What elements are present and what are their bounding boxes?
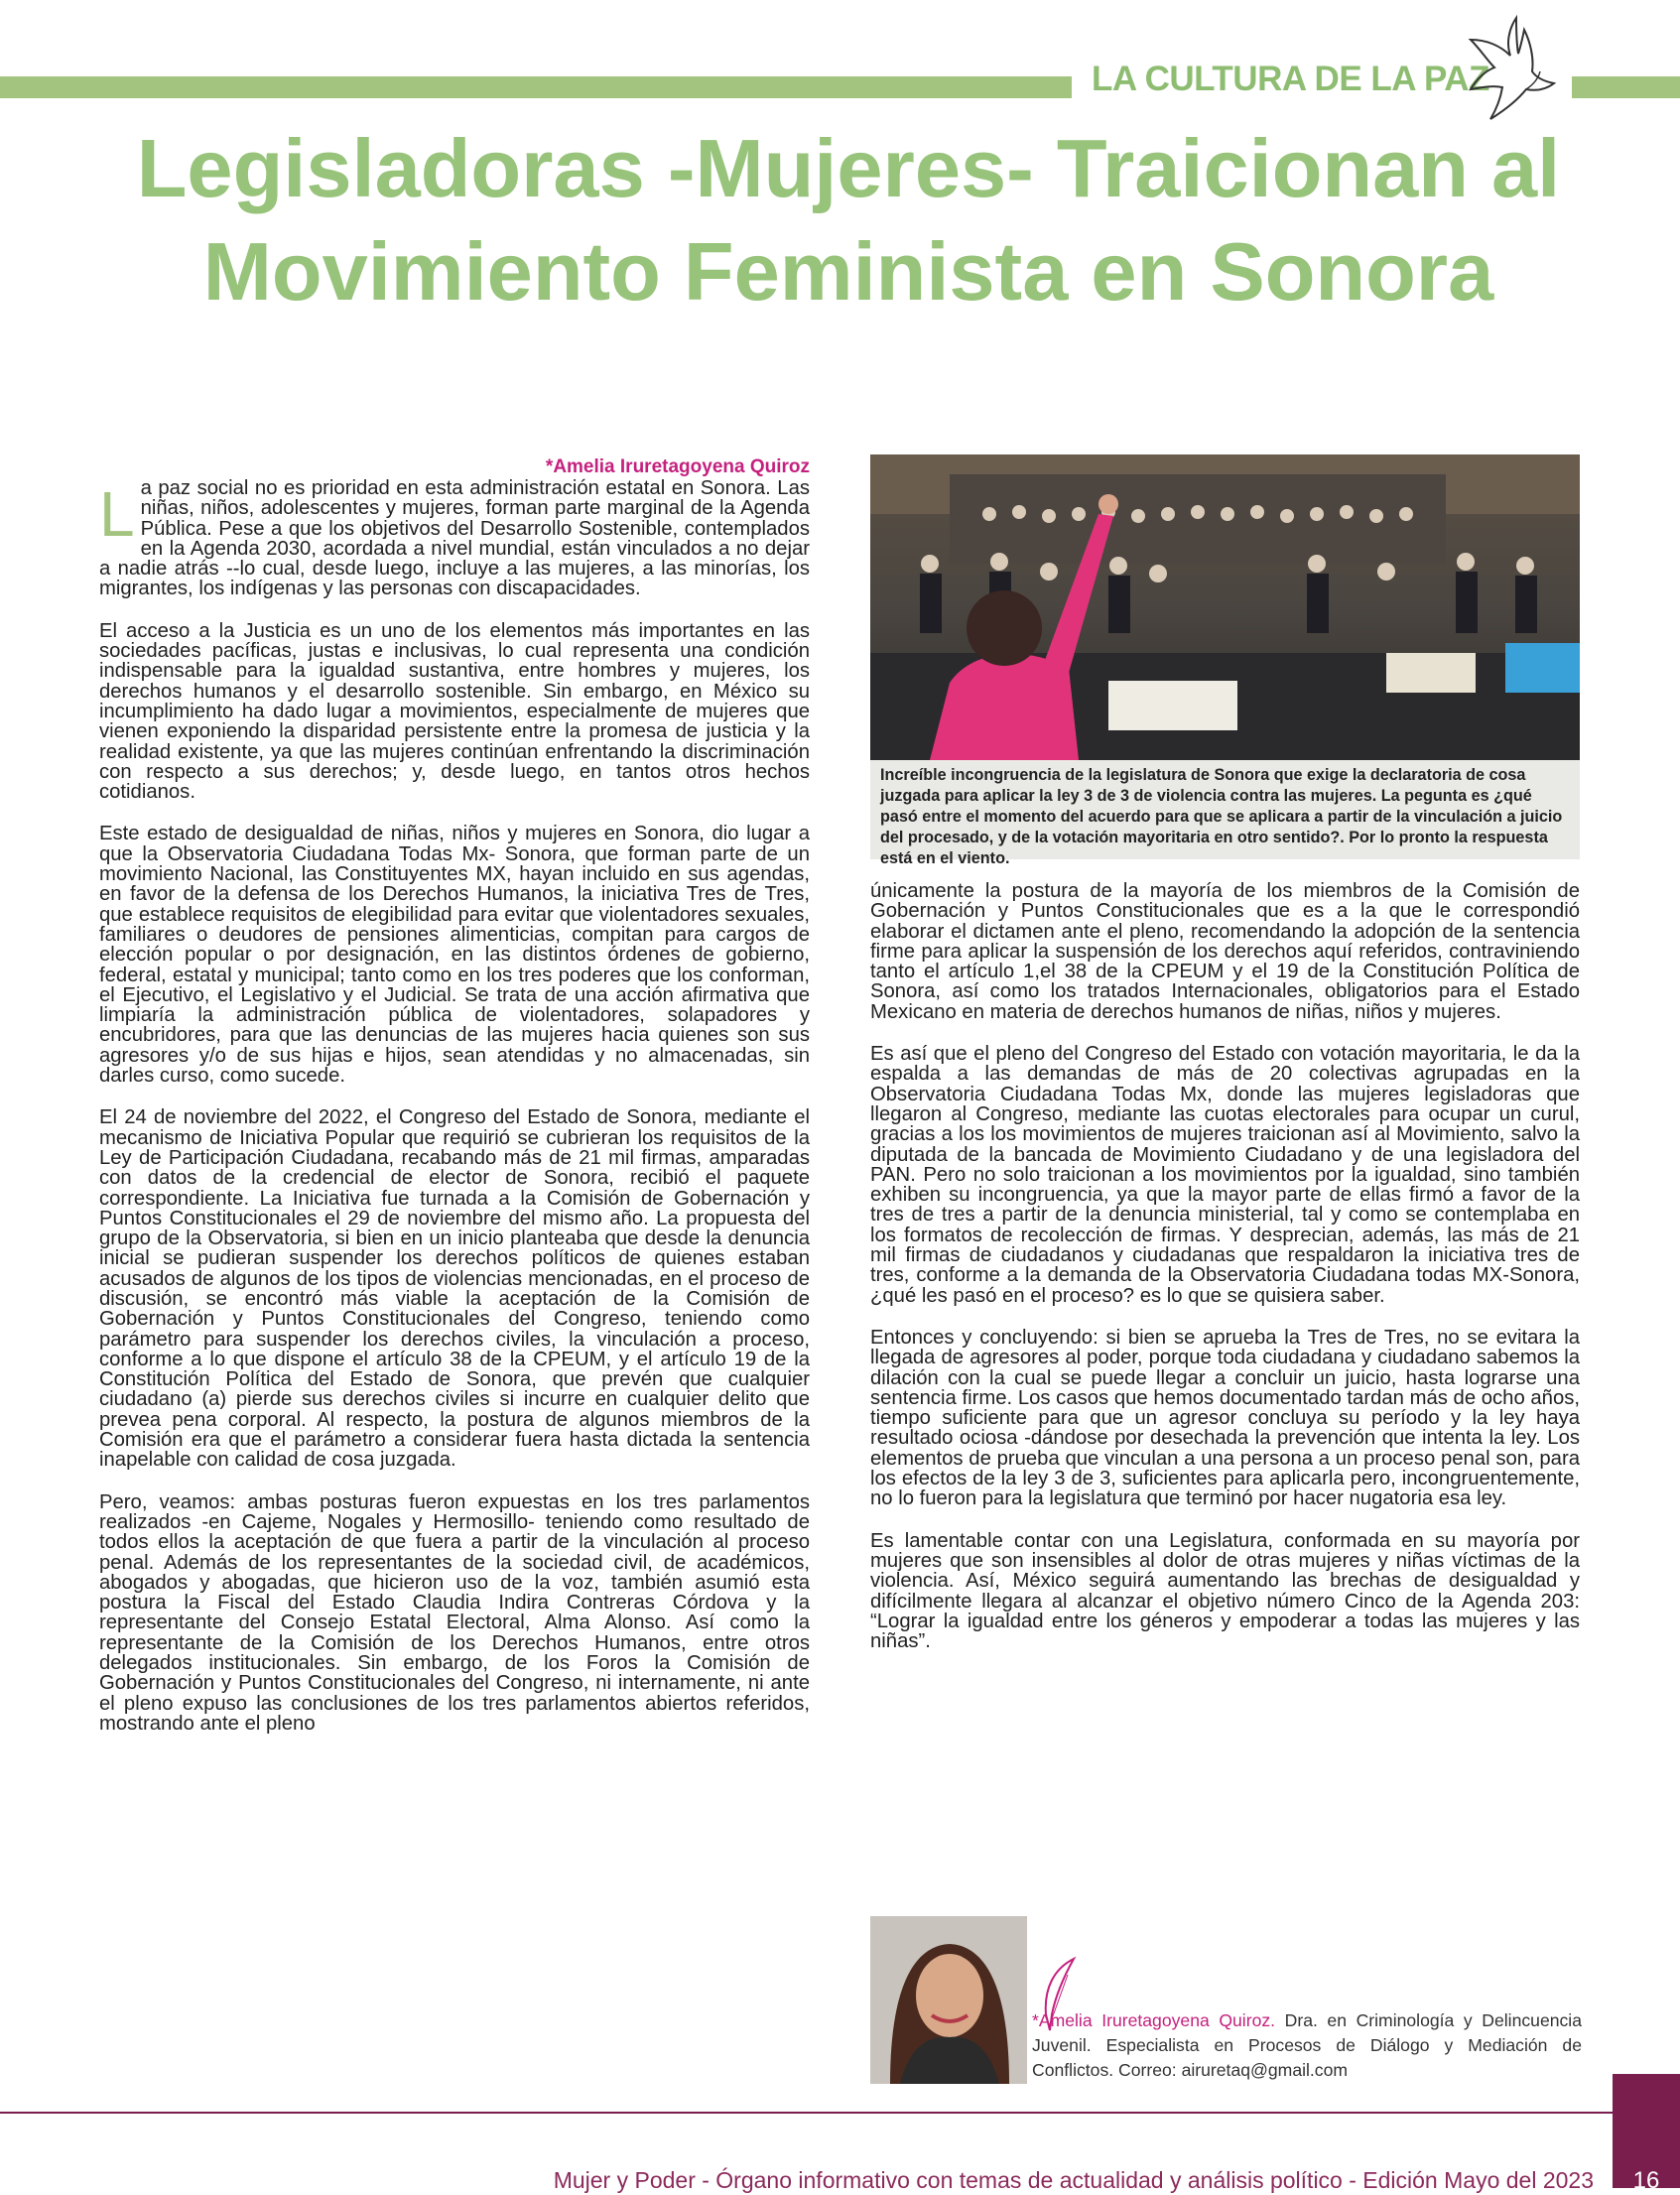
left-column [99,478,810,1755]
paragraph-9: Es lamentable contar con una Legislatura, conformada en su mayoría por mujeres que son insensibles al dolor de otras mujeres y niñas víctimas de la violencia. Así, México seguirá aumentando las brechas de desigualdad y difícilmente llegara al alcanzar el objetivo número Cinco de la Agenda 203: “Lograr la igualdad entre los géneros y empoderar a todas las mujeres y las niñas”. [870,1529,1580,1653]
paragraph-8: Entonces y concluyendo: si bien se aprueba la Tres de Tres, no se evitara la llegada de agresores al poder, porque toda ciudadana y ciudadano sabemos la dilación con la cual se puede llegar a concluir un juicio, hasta lograrse una sentencia firme. Los casos que hemos documentado tardan más de ocho años, tiempo suficiente para que un agresor concluya su período y la ley haya resultado ociosa -dándose por desechada la prevención que intenta la ley. Los elementos de prueba que vinculan a una persona a un proceso penal son, para los efectos de la ley 3 de 3, suficientes para aplicarla pero, incongruentemente, no lo fueron para la legislatura que terminó por hacer nugatoria esa ley. [870,1326,1580,1510]
paragraph-4: El 24 de noviembre del 2022, el Congreso del Estado de Sonora, mediante el mecanismo de Iniciativa Popular que requirió se cubrieran los requisitos de la Ley de Participación Ciudadana, recabando más de 21 mil firmas, amparadas con datos de la credencial de elector de Sonora, recibió el paquete correspondiente. La Iniciativa fue turnada a la Comisión de Gobernación y Puntos Constitucionales el 29 de noviembre del mismo año. La propuesta del grupo de la Observatoria, si bien en un inicio planteaba que desde la denuncia inicial se pudieran suspender los derechos políticos de quienes estaban acusados de algunos de los tipos de violencias mencionadas, en el proceso de discusión, se encontró más viable la aceptación de la Comisión de Gobernación y Puntos Constitucionales del Congreso, teniendo como parámetro para suspender los derechos civiles, la vinculación a proceso, conforme a lo que dispone el artículo 38 de la CPEUM, y el artículo 19 de la Constitución Política del Estado de Sonora, que prevén que cualquier ciudadano (a) pierde sus derechos civiles si incurre en cualquier delito que prevea pena corporal. Al respecto, la postura de algunos miembros de la Comisión era que el parámetro a considerar fuera hasta dictada la sentencia inapelable con calidad de cosa juzgada. [99,1106,810,1472]
paragraph-3: Este estado de desigualdad de niñas, niños y mujeres en Sonora, dio lugar a que la Observatoria Ciudadana Todas Mx- Sonora, que forman parte de un movimiento Nacional, las Constituyentes MX, hayan incluido en sus agendas, en favor de la defensa de los Derechos Humanos, la iniciativa Tres de Tres, que establece requisitos de elegibilidad para evitar que violentadores sexuales, familiares o deudores de pensiones alimenticias, compitan para cargos de elección popular o por designación, en las distintos órdenes de gobierno, federal, estatal y municipal; tanto como en los tres poderes que los conforman, el Ejecutivo, el Legislativo y el Judicial. Se trata de una acción afirmativa que limpiaría la administración pública de violentadores, solapadores y encubridores, para que las denuncias de las mujeres hacia quienes son sus agresores y/o de sus hijas e hijos, sean atendidas y no almacenadas, sin darles curso, como sucede. [99,823,810,1088]
paragraph-7: Es así que el pleno del Congreso del Estado con votación mayoritaria, le da la espalda a las demandas de más de 20 colectivas agrupadas en la Observatoria Ciudadana Todas Mx, donde las mujeres legisladoras que llegaron al Congreso, mediante las cuotas electorales para ocupar un curul, gracias a los los movimientos de mujeres traicionan así al Movimiento, salvo la diputada de la bancada de Movimiento Ciudadano y de una legisladora del PAN. Pero no solo traicionan a los movimientos por la igualdad, sino también exhiben su incongruencia, ya que la mayor parte de ellas firmó a favor de la tres de tres a partir de la denuncia ministerial, tal y como se contemplaba en los formatos de recolección de firmas. Y desprecian, además, las más de 21 mil firmas de ciudadanos y ciudadanas que respaldaron la iniciativa tres de tres, conforme a la demanda de la Observatoria Ciudadana todas MX-Sonora, ¿qué les pasó en el proceso? es lo que se quisiera saber. [870,1043,1580,1307]
author-photo [870,1916,1027,2084]
footer-rule [0,2112,1613,2114]
header-rule-left [0,76,1072,98]
paragraph-2: El acceso a la Justicia es un uno de los elementos más importantes en las sociedades pacíficas, justas e inclusivas, lo cual representa una condición indispensable para la igualdad sustantiva, entre hombres y mujeres, los derechos humanos y el desarrollo sostenible. Sin embargo, en México su incumplimiento ha dado lugar a movimientos, especialmente de mujeres que vienen exponiendo la disparidad persistente entre la promesa de justicia y la realidad existente, ya que las mujeres continúan enfrentando la discriminación con respecto a sus derechos; y, desde luego, en tantos otros hechos cotidianos. [99,619,810,804]
section-label: LA CULTURA DE LA PAZ [1092,60,1489,98]
byline: *Amelia Iruretagoyena Quiroz [545,456,810,477]
header-rule-right [1572,76,1680,98]
photo-caption: Increíble incongruencia de la legislatura de Sonora que exige la declaratoria de cosa juzgada para aplicar la ley 3 de 3 de violencia contra las mujeres. La pegunta es ¿qué pasó entre el momento del acuerdo para que se aplicara a partir de la vinculación a juicio del procesado, y de la votación mayoritaria en otro sentido?. Por lo pronto la respuesta está en el viento. [870,760,1580,859]
paragraph-1: La paz social no es prioridad en esta administración estatal en Sonora. Las niñas, niños, adolescentes y mujeres, forman parte marginal de la Agenda Pública. Pese a que los objetivos del Desarrollo Sostenible, contemplados en la Agenda 2030, acordada a nivel mundial, están vinculados a no dejar a nadie atrás --lo cual, desde luego, incluye a las mujeres, a las minorías, los migrantes, los indígenas y las personas con discapacidades. [99,477,810,600]
article-title: Legisladoras -Mujeres- Traicionan al Movimiento Feminista en Sonora [136,122,1561,318]
footer-text: Mujer y Poder - Órgano informativo con temas de actualidad y análisis político - Edición Mayo del 2023 [553,2167,1594,2193]
dove-icon [1457,10,1556,127]
author-name: *Amelia Iruretagoyena Quiroz. [1032,2010,1276,2030]
right-column [870,881,1580,1673]
dropcap: L [99,478,135,550]
author-bio [1032,2008,1582,2083]
paragraph-6: únicamente la postura de la mayoría de los miembros de la Comisión de Gobernación y Puntos Constitucionales que es a la que le correspondió elaborar el dictamen ante el pleno, recomendando la adopción de la sentencia firme para aplicar la suspensión de los derechos aquí referidos, contraviniendo tanto el artículo 1,el 38 de la CPEUM y el 19 de la Constitución Política de Sonora, así como los tratados Internacionales, obligatorios para el Estado Mexicano en materia de derechos humanos de niñas, niños y mujeres. [870,880,1580,1023]
paragraph-5: Pero, veamos: ambas posturas fueron expuestas en los tres parlamentos realizados -en Cajeme, Nogales y Hermosillo- teniendo como resultado de todos ellos la aceptación de que fuera a partir de la vinculación al proceso penal. Además de los representantes de la sociedad civil, de académicos, abogados y abogadas, que hicieron uso de la voz, también asumió esta postura la Fiscal del Estado Claudia Indira Contreras Córdova y la representante del Consejo Estatal Electoral, Alma Alonso. Así como la representante de la Comisión de los Derechos Humanos, entre otros delegados institucionales. Sin embargo, de los Foros la Comisión de Gobernación y Puntos Constitucionales del Congreso, ni internamente, ni ante el pleno expuso las conclusiones de los tres parlamentos abiertos referidos, mostrando ante el pleno [99,1490,810,1735]
congress-photo [870,454,1580,760]
author-bio-text: Dra. en Criminología y Delincuencia Juvenil. Especialista en Procesos de Diálogo y Mediación de Conflictos. Correo: airuretaq@gmail.com [1032,2010,1582,2080]
page-number: 16 [1632,2167,1660,2194]
